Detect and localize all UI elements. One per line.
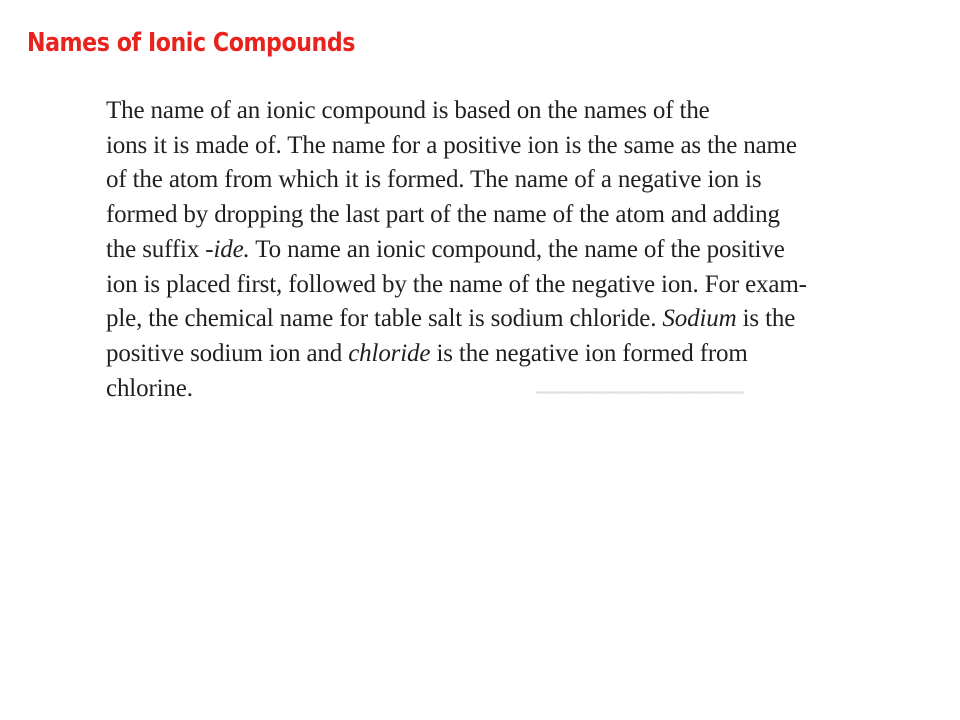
paragraph-line bbox=[106, 337, 866, 372]
chloride-term: chloride bbox=[348, 339, 431, 367]
paragraph-line bbox=[106, 129, 866, 164]
paragraph-line bbox=[106, 163, 866, 198]
paragraph-line bbox=[106, 372, 866, 407]
text-run: is the negative ion formed from bbox=[430, 339, 748, 367]
sodium-term: Sodium bbox=[662, 305, 737, 333]
section-heading: Names of Ionic Compounds bbox=[27, 28, 355, 58]
text-run: ple, the chemical name for table salt is sodium chloride. bbox=[106, 305, 663, 333]
text-run: formed by dropping the last part of the name of the atom and adding bbox=[106, 201, 780, 229]
body-paragraph bbox=[106, 94, 866, 406]
paragraph-line bbox=[106, 233, 866, 268]
paragraph-line bbox=[106, 94, 866, 129]
text-run: the suffix bbox=[106, 235, 206, 263]
text-run: positive sodium ion and bbox=[106, 339, 349, 367]
text-run: of the atom from which it is formed. The name of a negative ion is bbox=[106, 166, 762, 194]
paragraph-line bbox=[106, 198, 866, 233]
text-run: To name an ionic compound, the name of the positive bbox=[249, 235, 785, 263]
text-run: is the bbox=[736, 305, 796, 333]
text-run: ions it is made of. The name for a positive ion is the same as the name bbox=[106, 131, 797, 159]
text-run: The name of an ionic compound is based on the names of the bbox=[106, 97, 710, 124]
text-run: ion is placed first, followed by the name of the negative ion. For exam- bbox=[106, 270, 807, 298]
suffix-term: -ide. bbox=[205, 235, 250, 263]
text-run: chlorine. bbox=[106, 374, 193, 402]
paragraph-line bbox=[106, 268, 866, 303]
show-through-smudge: ▁▁▁▁▁▁▁▁▁▁▁▁▁▁▁▁▁▁ bbox=[536, 377, 744, 394]
paragraph-line bbox=[106, 302, 866, 337]
